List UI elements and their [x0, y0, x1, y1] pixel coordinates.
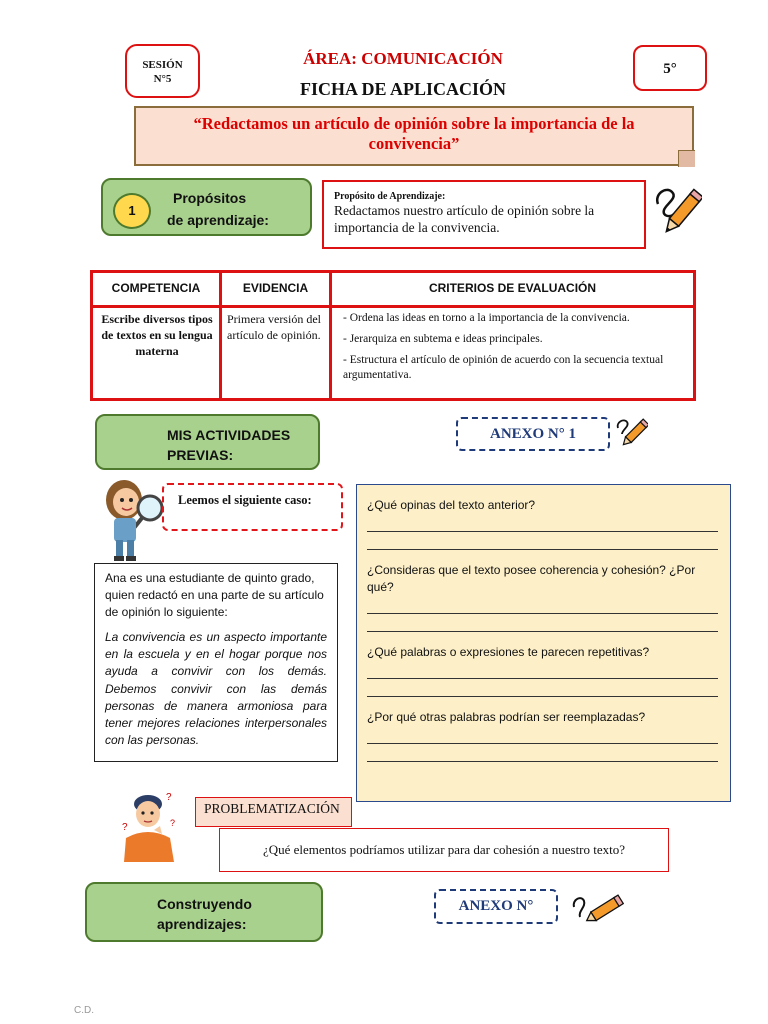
question-2: ¿Consideras que el texto posee coherencia y cohesión? ¿Por qué?: [367, 563, 696, 594]
previous-activities-label: [95, 414, 320, 470]
pencil-icon: [570, 893, 624, 929]
building-learning-label: [85, 882, 323, 942]
header-evidencia: EVIDENCIA: [242, 281, 309, 295]
activities-label-line2: PREVIAS:: [167, 447, 234, 463]
criterion-item: - Ordena las ideas en torno a la importancia de la convivencia.: [343, 312, 630, 324]
answer-line[interactable]: [367, 726, 718, 744]
problematization-label: PROBLEMATIZACIÓN: [195, 797, 352, 827]
competency-table: [90, 270, 696, 401]
svg-text:?: ?: [166, 792, 172, 803]
girl-magnifier-illustration: [102, 478, 168, 562]
header-competencia: COMPETENCIA: [111, 281, 201, 295]
criterion-item: - Jerarquiza en subtema e ideas principales.: [343, 333, 543, 345]
case-quote: La convivencia es un aspecto importante en la escuela y en el hogar porque nos ayuda a convivir con los demás. Debemos convivir con las demás personas de manera armoniosa para tener mejores relaciones interpersonales con las personas.: [105, 630, 327, 748]
session-number: N°5: [153, 73, 172, 85]
question-1: ¿Qué opinas del texto anterior?: [367, 498, 536, 512]
building-label-line2: aprendizajes:: [157, 916, 247, 932]
answer-line[interactable]: [367, 661, 718, 679]
criterion-item: - Estructura el artículo de opinión de acuerdo con la secuencia textual argumentativa.: [343, 354, 664, 381]
purpose-box: [322, 180, 646, 249]
header-criterios: CRITERIOS DE EVALUACIÓN: [428, 281, 597, 295]
svg-text:?: ?: [122, 822, 128, 833]
footer-initials: C.D.: [74, 1005, 94, 1016]
problem-question: ¿Qué elementos podríamos utilizar para dar cohesión a nuestro texto?: [219, 828, 669, 872]
criteria-cell: [343, 311, 693, 389]
competency-cell: Escribe diversos tipos de textos en su lengua materna: [101, 312, 213, 358]
activity-title: “Redactamos un artículo de opinión sobre la importancia de la convivencia”: [134, 106, 694, 166]
read-case-label: Leemos el siguiente caso:: [162, 483, 343, 531]
answer-line[interactable]: [367, 514, 718, 532]
evidence-cell: Primera versión del artículo de opinión.: [227, 312, 321, 342]
title-fold-decoration: [678, 150, 695, 167]
answer-line[interactable]: [367, 596, 718, 614]
grade-badge: 5°: [633, 45, 707, 91]
answer-line[interactable]: [367, 744, 718, 762]
building-label-line1: Construyendo: [157, 896, 252, 912]
purposes-number: 1: [113, 193, 151, 229]
activities-label-line1: MIS ACTIVIDADES: [167, 427, 291, 443]
area-title: ÁREA: COMUNICACIÓN: [303, 49, 503, 68]
purpose-heading: Propósito de Aprendizaje:: [334, 191, 446, 202]
session-badge: [125, 44, 200, 98]
purposes-label-line1: Propósitos: [173, 190, 247, 206]
answer-line[interactable]: [367, 679, 718, 697]
purposes-label-line2: de aprendizaje:: [167, 212, 269, 228]
purposes-label: [101, 178, 312, 236]
annex-label: ANEXO N°: [434, 889, 558, 924]
answer-line[interactable]: [367, 532, 718, 550]
annex-1-label: ANEXO N° 1: [456, 417, 610, 451]
sheet-title: FICHA DE APLICACIÓN: [299, 79, 507, 99]
svg-text:?: ?: [170, 818, 176, 828]
case-intro: Ana es una estudiante de quinto grado, quien redactó en una parte de su artículo de opinión lo siguiente:: [105, 571, 324, 619]
thinking-boy-illustration: [118, 786, 180, 862]
pencil-icon: [614, 416, 648, 450]
answer-line[interactable]: [367, 614, 718, 632]
question-3: ¿Qué palabras o expresiones te parecen repetitivas?: [367, 645, 650, 659]
case-text-box: [94, 563, 338, 762]
pencil-icon: [652, 184, 702, 242]
session-label: SESIÓN: [142, 59, 183, 71]
question-4: ¿Por qué otras palabras podrían ser reemplazadas?: [367, 710, 646, 724]
questions-box: [356, 484, 731, 802]
purpose-text: Redactamos nuestro artículo de opinión sobre la importancia de la convivencia.: [334, 203, 595, 235]
